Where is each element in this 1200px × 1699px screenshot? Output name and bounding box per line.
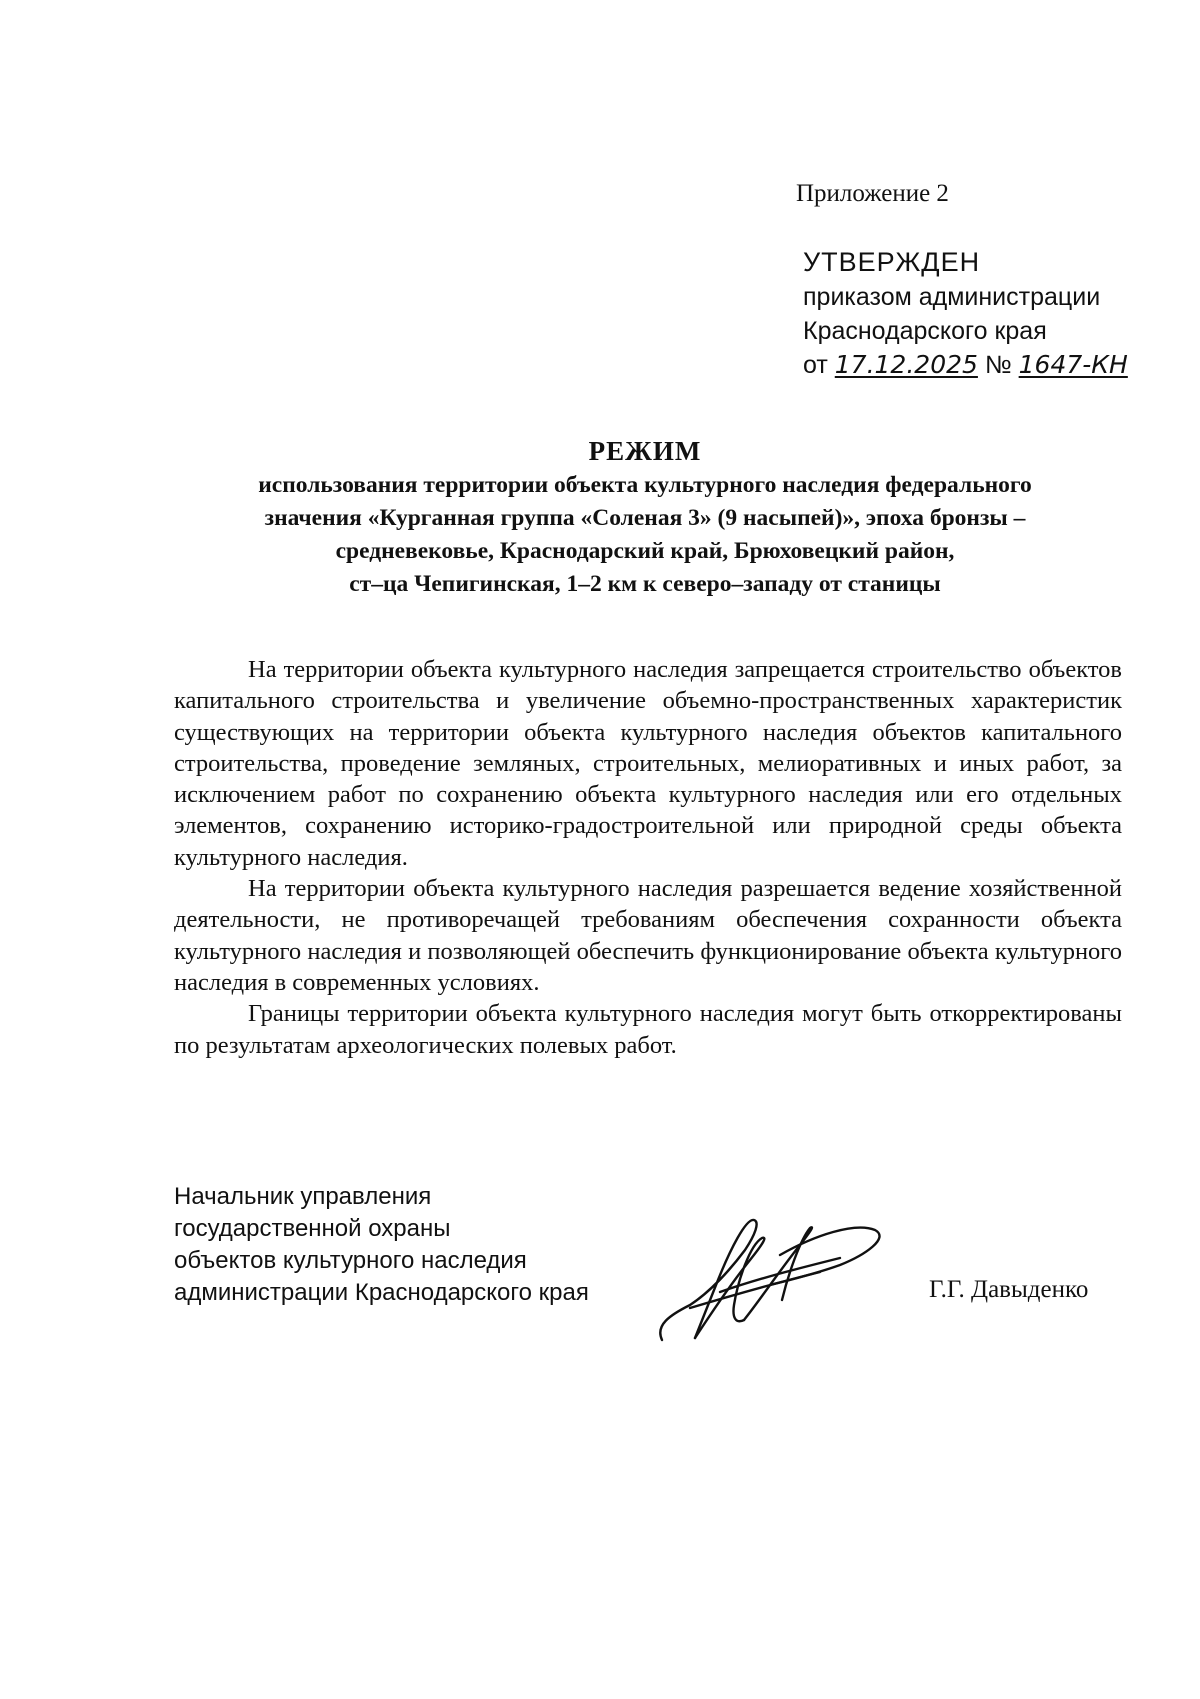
approval-date: 17.12.2025: [834, 350, 978, 379]
title-line: ст–ца Чепигинская, 1–2 км к северо–западу от станицы: [349, 571, 941, 597]
position-line: администрации Краснодарского края: [174, 1279, 589, 1306]
title-main: РЕЖИМ: [588, 436, 702, 466]
title-subtitle: [150, 469, 1140, 601]
position-line: государственной охраны: [174, 1215, 451, 1242]
paragraph: Границы территории объекта культурного наследия могут быть откорректированы по результатам археологических полевых работ.: [174, 1000, 1122, 1059]
signatory-position: [174, 1181, 589, 1309]
approval-heading: УТВЕРЖДЕН: [803, 247, 981, 277]
annex-label: Приложение 2: [796, 180, 949, 207]
position-line: Начальник управления: [174, 1183, 432, 1210]
number-prefix: №: [984, 351, 1012, 379]
paragraph: На территории объекта культурного наследия разрешается ведение хозяйственной деятельности, не противоречащей требованиям обеспечения сохранности объекта культурного наследия и позволяющей обеспечить функционирование объекта культурного наследия в современных условиях.: [174, 875, 1122, 996]
title-line: средневековье, Краснодарский край, Брюховецкий район,: [335, 538, 955, 564]
title-line: значения «Курганная группа «Соленая 3» (9 насыпей)», эпоха бронзы –: [264, 505, 1026, 531]
date-prefix: от: [803, 351, 828, 379]
approval-date-line: [803, 348, 1128, 382]
handwritten-signature: [650, 1200, 900, 1350]
approval-line-2: Краснодарского края: [803, 317, 1047, 345]
approval-number: 1647-КН: [1018, 350, 1128, 379]
approval-line-1: приказом администрации: [803, 283, 1101, 311]
approval-block: [803, 244, 1128, 382]
document-body: [174, 654, 1122, 1061]
title-line: использования территории объекта культурного наследия федерального: [258, 472, 1032, 498]
signatory-name: Г.Г. Давыденко: [929, 1276, 1089, 1303]
position-line: объектов культурного наследия: [174, 1247, 527, 1274]
document-title: [150, 436, 1140, 601]
paragraph: На территории объекта культурного наследия запрещается строительство объектов капитального строительства и увеличение объемно-пространственных характеристик существующих на территории объекта культурного наследия объектов капитального строительства, проведение земляных, строительных, мелиоративных и иных работ, за исключением работ по сохранению объекта культурного наследия или его отдельных элементов, сохранению историко-градостроительной или природной среды объекта культурного наследия.: [174, 656, 1122, 871]
